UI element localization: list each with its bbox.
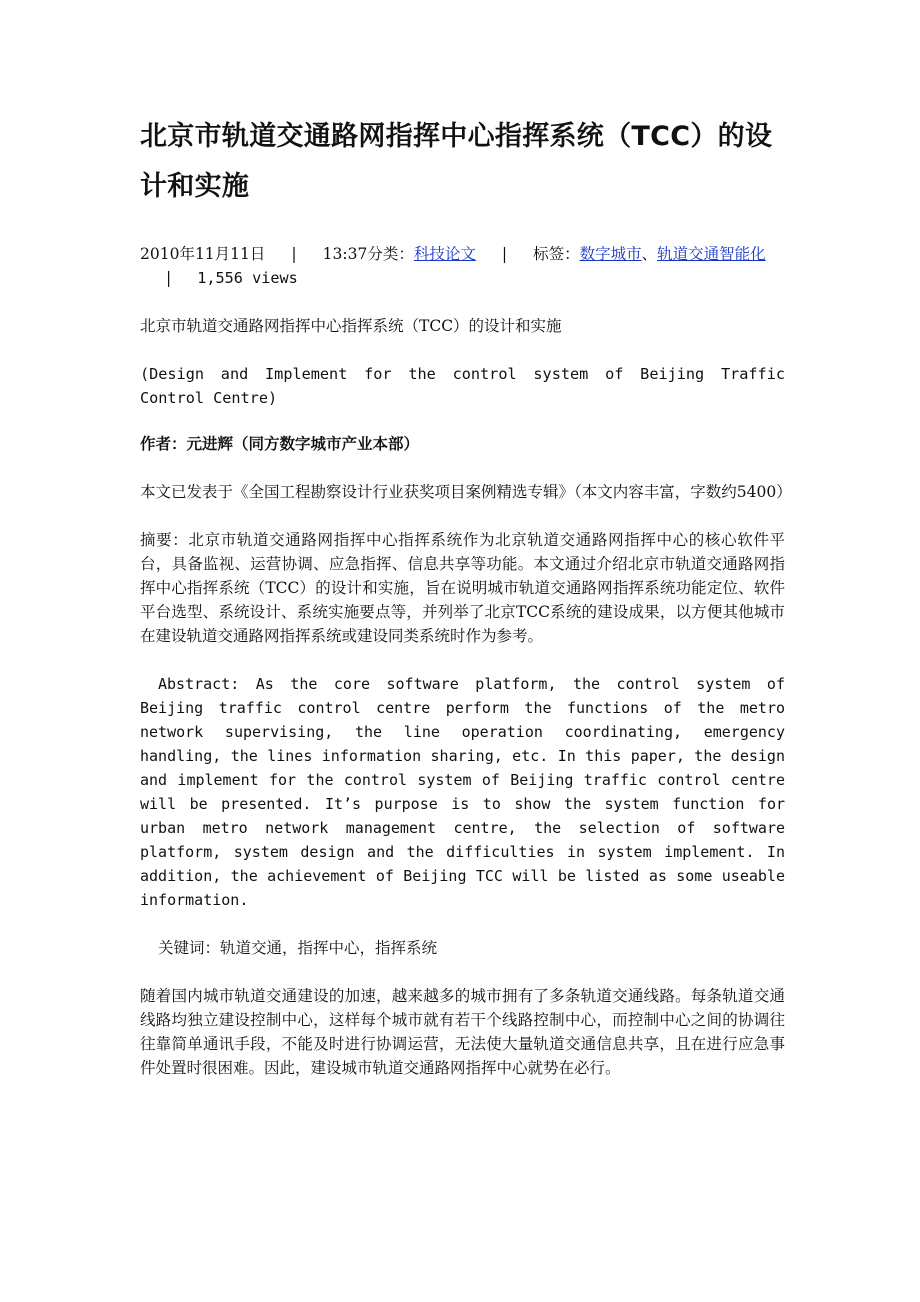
article-meta — [140, 242, 785, 290]
body-paragraph: 随着国内城市轨道交通建设的加速，越来越多的城市拥有了多条轨道交通线路。每条轨道交通线路均独立建设控制中心，这样每个城市就有若干个线路控制中心，而控制中心之间的协调往往靠简单通讯手段，不能及时进行协调运营，无法使大量轨道交通信息共享，且在进行应急事件处置时很困难。因此，建设城市轨道交通路网指挥中心就势在必行。 — [140, 987, 785, 1077]
article-title: 北京市轨道交通路网指挥中心指挥系统（TCC）的设计和实施 — [140, 121, 773, 202]
subtitle-chinese: 北京市轨道交通路网指挥中心指挥系统（TCC）的设计和实施 — [140, 317, 562, 335]
post-time: 13:37 — [322, 245, 368, 263]
category-label: 分类： — [367, 245, 414, 263]
meta-separator: | — [291, 245, 297, 263]
publication-note: 本文已发表于《全国工程勘察设计行业获奖项目案例精选专辑》（本文内容丰富，字数约5400） — [140, 483, 792, 501]
author-line: 作者：元进辉（同方数字城市产业本部） — [140, 435, 420, 453]
abstract-chinese: 摘要：北京市轨道交通路网指挥中心指挥系统作为北京轨道交通路网指挥中心的核心软件平台，具备监视、运营协调、应急指挥、信息共享等功能。本文通过介绍北京市轨道交通路网指挥中心指挥系统（TCC）的设计和实施，旨在说明城市轨道交通路网指挥系统功能定位、软件平台选型、系统设计、系统实施要点等，并列举了北京TCC系统的建设成果，以方便其他城市在建设轨道交通路网指挥系统或建设同类系统时作为参考。 — [140, 531, 785, 645]
abstract-english: Abstract: As the core software platform, the control system of Beijing traffic control centre perform the functions of the metro network supervising, the line operation coordinating, emergency handling, the lines information sharing, etc. In this paper, the design and implement for the control system of Beijing traffic control centre will be presented. It’s purpose is to show the system function for urban metro network management centre, the selection of software platform, system design and the difficulties in system implement. In addition, the achievement of Beijing TCC will be listed as some useable information. — [140, 675, 785, 909]
category-link[interactable]: 科技论文 — [413, 245, 476, 263]
tags-label: 标签： — [533, 245, 580, 263]
post-date: 2010年11月11日 — [140, 245, 266, 263]
tag-link-rail-transit[interactable]: 轨道交通智能化 — [657, 245, 766, 263]
subtitle-english: (Design and Implement for the control system of Beijing Traffic Control Centre) — [140, 365, 785, 407]
keywords-line: 关键词：轨道交通，指挥中心，指挥系统 — [158, 939, 438, 957]
article — [140, 0, 792, 1080]
meta-separator: | — [166, 269, 172, 287]
view-count: 1,556 views — [197, 269, 298, 287]
tag-separator: 、 — [641, 245, 658, 263]
meta-separator: | — [501, 245, 508, 263]
tag-link-digital-city[interactable]: 数字城市 — [579, 245, 642, 263]
